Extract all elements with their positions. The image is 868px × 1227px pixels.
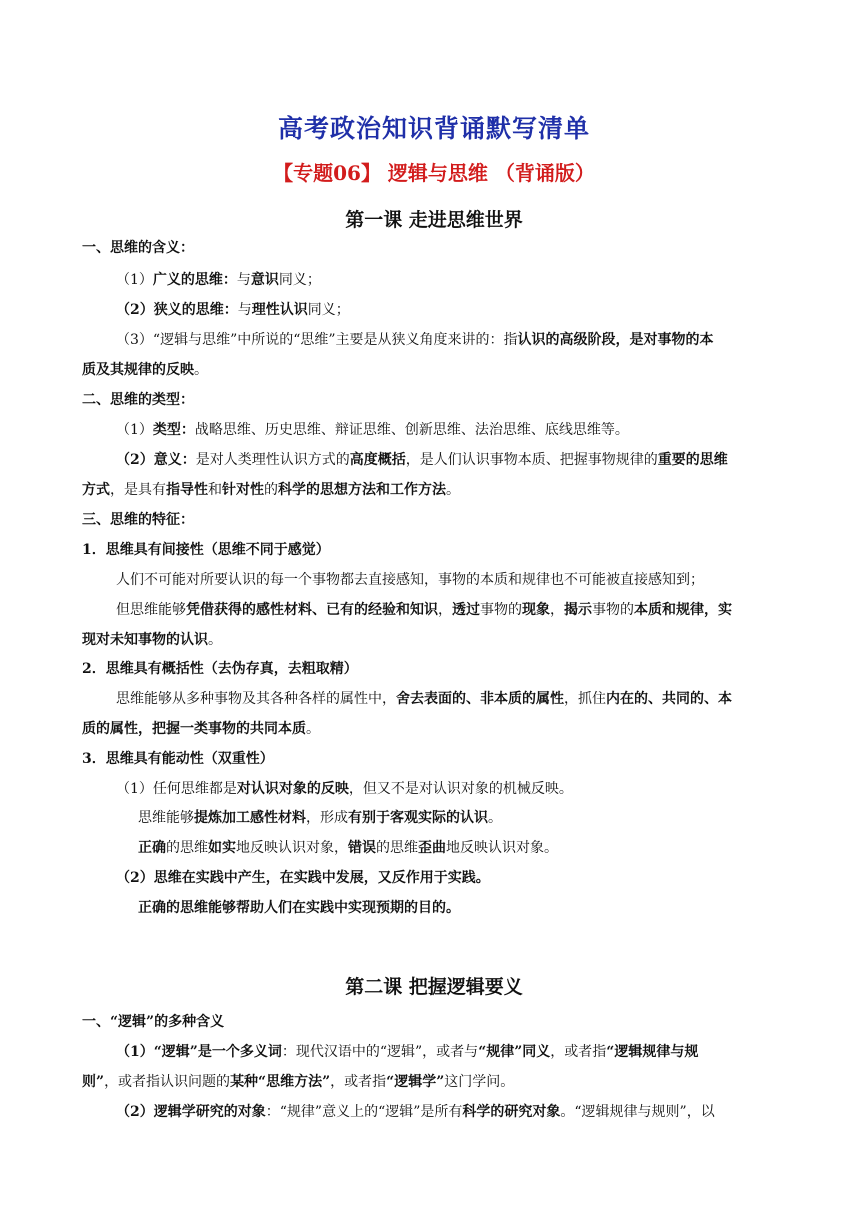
text-run: 思维能够 <box>138 810 194 826</box>
text-line <box>116 270 321 290</box>
bold-text-run: 一、“逻辑”的多种含义 <box>82 1014 225 1030</box>
bold-text-run: 质及其规律的反映 <box>82 362 194 378</box>
text-run: 地反映认识对象。 <box>446 840 558 856</box>
text-run: 和 <box>208 482 222 498</box>
bold-text-run: 本质和规律，实 <box>634 602 732 618</box>
bold-text-run: 一、思维的含义： <box>82 240 194 256</box>
bold-text-run: 2．思维具有概括性（去伪存真，去粗取精） <box>82 661 358 677</box>
bold-text-run: 科学的思想方法和工作方法 <box>278 482 446 498</box>
text-run: 的思维 <box>376 840 418 856</box>
bold-text-run: 认识的高级阶段，是对事物的本 <box>517 332 714 348</box>
bold-text-run: 理性认识 <box>251 302 308 318</box>
text-run: 。 <box>208 632 222 648</box>
text-run: ，是具有 <box>110 482 166 498</box>
bold-text-run: （2）狭义的思维： <box>116 302 238 318</box>
bold-text-run: 舍去表面的、非本质的属性 <box>396 691 564 707</box>
bold-text-run: “逻辑规律与规 <box>606 1044 699 1060</box>
text-run: ， <box>438 602 452 618</box>
text-line <box>116 1102 715 1122</box>
bold-text-run: 正确的思维能够帮助人们在实践中实现预期的目的。 <box>138 900 460 916</box>
bold-text-run: 如实 <box>208 840 236 856</box>
text-run: 同义； <box>278 272 321 288</box>
text-run: ， <box>550 602 564 618</box>
text-line <box>116 570 704 590</box>
text-run: 。 <box>306 721 320 737</box>
bold-text-run: 质的属性，把握一类事物的共同本质 <box>82 721 306 737</box>
bold-text-run: 广义的思维： <box>152 272 237 288</box>
bold-text-run: 高度概括 <box>349 452 406 468</box>
bold-text-run: 提炼加工感性材料 <box>194 810 306 826</box>
bold-text-run: （2）思维在实践中产生，在实践中发展，又反作用于实践。 <box>116 870 490 886</box>
section-heading <box>82 1012 224 1032</box>
bold-text-run: 揭示 <box>564 602 592 618</box>
text-run: 事物的 <box>480 602 522 618</box>
text-line <box>82 630 222 650</box>
text-run: ：“规律”意义上的“逻辑”是所有 <box>265 1104 463 1120</box>
text-line <box>82 480 460 500</box>
section-heading <box>82 238 194 258</box>
text-run: （1） <box>116 272 153 288</box>
bold-text-run: 有别于客观实际的认识 <box>348 810 488 826</box>
document-title: 高考政治知识背诵默写清单 <box>277 114 590 143</box>
bold-text-run: （2）逻辑学研究的对象 <box>116 1104 266 1120</box>
lesson-2-title: 第二课 把握逻辑要义 <box>345 976 523 998</box>
text-line <box>138 808 502 828</box>
bold-text-run: 错误 <box>348 840 376 856</box>
text-run: ，抓住 <box>564 691 606 707</box>
text-run: （3）“逻辑与思维”中所说的“思维”主要是从狭义角度来讲的：指 <box>116 332 518 348</box>
text-run: ，是人们认识事物本质、把握事物规律的 <box>405 452 658 468</box>
bold-text-run: 现象 <box>522 602 550 618</box>
bold-text-run: 现对未知事物的认识 <box>82 632 208 648</box>
bold-text-run: 意识 <box>250 272 279 288</box>
text-run: ，形成 <box>306 810 348 826</box>
bold-text-run: 指导性 <box>166 482 208 498</box>
text-line <box>138 898 460 918</box>
text-run: 事物的 <box>592 602 634 618</box>
subsection-heading <box>82 540 330 560</box>
text-run: 。“逻辑规律与规则”，以 <box>560 1104 715 1120</box>
bold-text-run: 二、思维的类型： <box>82 392 194 408</box>
document-subtitle: 【专题06】 逻辑与思维 （背诵版） <box>273 161 595 185</box>
text-run: 与 <box>236 272 251 288</box>
bold-text-run: “逻辑学” <box>386 1074 445 1090</box>
bold-text-run: 针对性 <box>222 482 264 498</box>
text-line <box>82 719 320 739</box>
text-line <box>116 600 732 620</box>
bold-text-run: （1）“逻辑”是一个多义词 <box>116 1044 282 1060</box>
text-run: 但思维能够 <box>116 602 186 618</box>
text-line <box>82 1072 514 1092</box>
text-run: 人们不可能对所要认识的每一个事物都去直接感知，事物的本质和规律也不可能被直接感知到； <box>116 572 704 588</box>
text-line <box>116 420 629 440</box>
text-run: 战略思维、历史思维、辩证思维、创新思维、法治思维、底线思维等。 <box>194 422 629 438</box>
bold-text-run: 1．思维具有间接性（思维不同于感觉） <box>82 542 330 558</box>
text-run: 的 <box>264 482 278 498</box>
text-run: ：现代汉语中的“逻辑”，或者与 <box>281 1044 479 1060</box>
bold-text-run: （2）意义： <box>116 452 196 468</box>
text-run: ，或者指 <box>330 1074 387 1090</box>
bold-text-run: 科学的研究对象 <box>462 1104 561 1120</box>
bold-text-run: 3．思维具有能动性（双重性） <box>82 751 274 767</box>
bold-text-run: 重要的思维 <box>657 452 728 468</box>
text-run: ，或者指 <box>550 1044 607 1060</box>
bold-text-run: 某种“思维方法” <box>230 1074 331 1090</box>
bold-text-run: “规律”同义 <box>478 1044 551 1060</box>
text-run: ，但又不是对认识对象的机械反映。 <box>348 781 573 797</box>
bold-text-run: 三、思维的特征： <box>82 512 194 528</box>
text-run: 地反映认识对象， <box>236 840 348 856</box>
text-run: （1）任何思维都是 <box>116 781 237 797</box>
text-run: 同义； <box>307 302 350 318</box>
text-run: 的思维 <box>166 840 208 856</box>
subsection-heading <box>82 749 274 769</box>
text-line <box>116 300 350 320</box>
text-run: 与 <box>237 302 252 318</box>
text-line <box>116 450 728 470</box>
bold-text-run: 透过 <box>452 602 480 618</box>
lesson-1-title: 第一课 走进思维世界 <box>345 209 523 231</box>
bold-text-run: 内在的、共同的、本 <box>606 691 732 707</box>
section-heading <box>82 510 194 530</box>
bold-text-run: 正确 <box>138 840 166 856</box>
text-line <box>116 868 490 888</box>
text-line <box>116 779 573 799</box>
section-heading <box>82 390 194 410</box>
text-run: 。 <box>194 362 208 378</box>
bold-text-run: 歪曲 <box>418 840 446 856</box>
text-line <box>82 360 208 380</box>
subsection-heading <box>82 659 358 679</box>
text-run: 是对人类理性认识方式的 <box>195 452 350 468</box>
text-line <box>116 1042 698 1062</box>
text-line <box>138 838 558 858</box>
bold-text-run: 凭借获得的感性材料、已有的经验和知识 <box>186 602 438 618</box>
text-run: 。 <box>488 810 502 826</box>
bold-text-run: 方式 <box>82 482 110 498</box>
text-run: 思维能够从多种事物及其各种各样的属性中， <box>116 691 396 707</box>
bold-text-run: 则” <box>82 1074 105 1090</box>
text-run: 这门学问。 <box>444 1074 515 1090</box>
text-run: ，或者指认识问题的 <box>104 1074 231 1090</box>
bold-text-run: 类型： <box>152 422 195 438</box>
text-run: （1） <box>116 422 153 438</box>
text-line <box>116 330 714 350</box>
bold-text-run: 对认识对象的反映 <box>236 781 349 797</box>
text-line <box>116 689 732 709</box>
text-run: 。 <box>446 482 460 498</box>
